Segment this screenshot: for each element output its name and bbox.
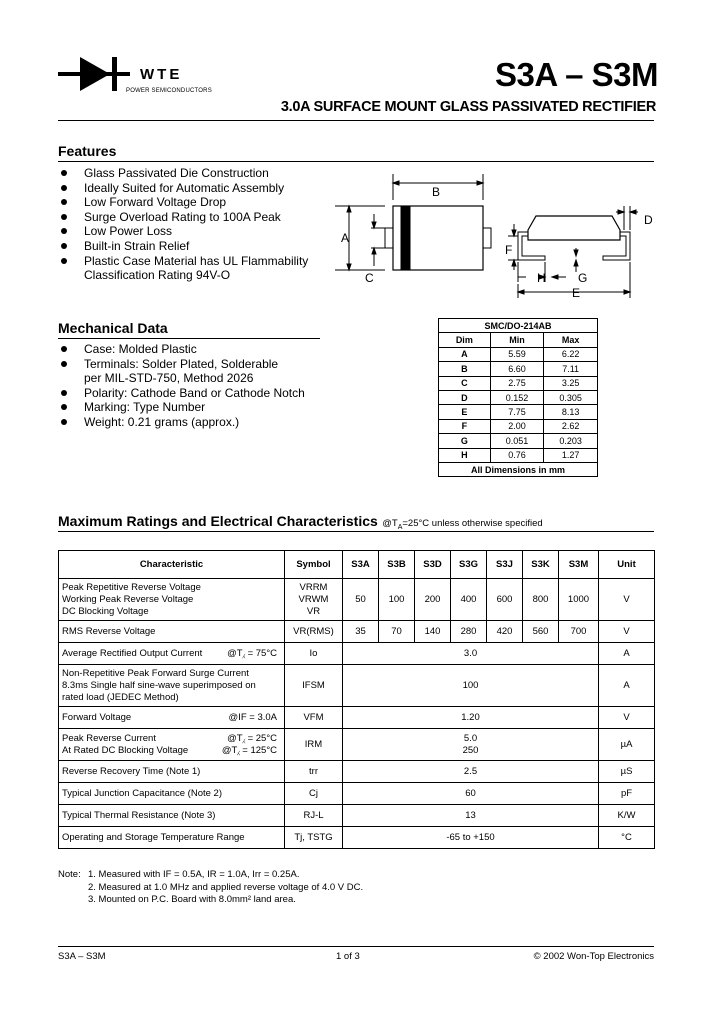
- dimension-table: [438, 318, 598, 477]
- ratings-heading-row: [58, 513, 543, 531]
- max-cell: 1.27: [544, 448, 598, 462]
- sub-title: 3.0A SURFACE MOUNT GLASS PASSIVATED RECTIFIER: [280, 99, 656, 115]
- table-row: [59, 827, 655, 849]
- list-item: Glass Passivated Die Construction: [58, 166, 358, 181]
- dim-cell: E: [439, 405, 491, 419]
- list-item-continuation: per MIL-STD-750, Method 2026: [84, 371, 254, 386]
- list-item: Case: Molded Plastic: [58, 342, 348, 357]
- header-divider: [58, 120, 654, 121]
- unit-cell: pF: [599, 783, 655, 805]
- dim-table-title: SMC/DO-214AB: [439, 319, 598, 333]
- max-cell: 3.25: [544, 376, 598, 390]
- unit-cell: K/W: [599, 805, 655, 827]
- col-header-unit: Unit: [599, 551, 655, 579]
- logo-subtext: POWER SEMICONDUCTORS: [126, 88, 212, 94]
- table-row: [59, 707, 655, 729]
- min-cell: 2.00: [490, 419, 544, 433]
- col-header-s3d: S3D: [415, 551, 451, 579]
- mechanical-list: [58, 342, 348, 430]
- table-row: [439, 347, 598, 361]
- notes-label: Note:: [58, 869, 81, 880]
- list-item: Marking: Type Number: [58, 400, 348, 415]
- value-cell: 280: [451, 621, 487, 643]
- char-cell: RMS Reverse Voltage: [59, 621, 285, 643]
- dim-label-g: G: [578, 271, 588, 285]
- package-outline-diagram: [330, 170, 660, 305]
- char-text: Average Rectified Output Current: [62, 648, 203, 659]
- symbol-cell: IFSM: [285, 665, 343, 707]
- unit-cell: °C: [599, 827, 655, 849]
- value-cell: 2.5: [343, 761, 599, 783]
- ratings-table: [58, 550, 655, 849]
- dim-label-d: D: [644, 213, 653, 227]
- value-cell: -65 to +150: [343, 827, 599, 849]
- char-cell: [59, 707, 285, 729]
- min-cell: 2.75: [490, 376, 544, 390]
- list-item: Plastic Case Material has UL Flammability: [58, 254, 358, 269]
- dim-cell: A: [439, 347, 491, 361]
- value-cell: 13: [343, 805, 599, 827]
- list-item: Low Power Loss: [58, 224, 358, 239]
- footer-divider: [58, 946, 654, 947]
- char-line: Working Peak Reverse Voltage: [62, 593, 194, 605]
- char-line: [62, 745, 281, 757]
- features-divider: [58, 161, 654, 162]
- max-cell: 2.62: [544, 419, 598, 433]
- note-item: 3. Mounted on P.C. Board with 8.0mm² land area.: [88, 894, 296, 905]
- char-line: DC Blocking Voltage: [62, 605, 149, 617]
- col-header-characteristic: Characteristic: [59, 551, 285, 579]
- table-row: [439, 405, 598, 419]
- value-cell: 60: [343, 783, 599, 805]
- note-item: 1. Measured with IF = 0.5A, IR = 1.0A, Irr = 0.25A.: [88, 869, 300, 880]
- unit-cell: V: [599, 579, 655, 621]
- condition-rest: =25°C unless otherwise specified: [402, 518, 543, 529]
- condition-text: @T⁁ = 75°C: [227, 648, 277, 659]
- char-line: 8.3ms Single half sine-wave superimposed on: [62, 679, 256, 691]
- features-list: [58, 166, 358, 283]
- col-header-symbol: Symbol: [285, 551, 343, 579]
- value-cell: 50: [343, 579, 379, 621]
- dim-cell: G: [439, 434, 491, 448]
- table-row: [59, 643, 655, 665]
- diode-logo-icon: [58, 55, 130, 93]
- dim-table-footer: All Dimensions in mm: [439, 462, 598, 476]
- table-row: [439, 419, 598, 433]
- max-cell: 6.22: [544, 347, 598, 361]
- condition-sub: A: [397, 523, 403, 531]
- max-col-header: Max: [544, 333, 598, 347]
- unit-cell: V: [599, 621, 655, 643]
- min-cell: 6.60: [490, 362, 544, 376]
- unit-cell: A: [599, 643, 655, 665]
- table-row: [59, 665, 655, 707]
- symbol-cell: RJ-L: [285, 805, 343, 827]
- ratings-divider: [58, 531, 654, 532]
- value-cell: 1.20: [343, 707, 599, 729]
- char-line: [62, 733, 281, 745]
- list-item: Low Forward Voltage Drop: [58, 195, 358, 210]
- symbol-cell: Cj: [285, 783, 343, 805]
- note-item: 2. Measured at 1.0 MHz and applied reverse voltage of 4.0 V DC.: [88, 881, 364, 893]
- symbol-line: VR: [306, 605, 321, 617]
- dim-label-a: A: [341, 231, 350, 245]
- mechanical-divider: [58, 338, 320, 339]
- value-cell: 140: [415, 621, 451, 643]
- mechanical-heading: Mechanical Data: [58, 320, 168, 336]
- char-text: Forward Voltage: [62, 712, 132, 723]
- char-line: rated load (JEDEC Method): [62, 691, 179, 703]
- char-cell: Reverse Recovery Time (Note 1): [59, 761, 285, 783]
- dim-label-e: E: [572, 286, 581, 300]
- dim-label-h: H: [537, 271, 546, 285]
- dim-label-b: B: [432, 185, 441, 199]
- col-header-s3k: S3K: [523, 551, 559, 579]
- table-row: [439, 448, 598, 462]
- symbol-cell: IRM: [285, 729, 343, 761]
- list-item: Weight: 0.21 grams (approx.): [58, 415, 348, 430]
- footer-left: S3A – S3M: [58, 951, 106, 962]
- features-heading: Features: [58, 143, 117, 159]
- condition-text: @IF = 3.0A: [228, 712, 277, 723]
- min-cell: 7.75: [490, 405, 544, 419]
- value-cell: 100: [379, 579, 415, 621]
- value-cell: 560: [523, 621, 559, 643]
- list-item: Ideally Suited for Automatic Assembly: [58, 181, 358, 196]
- unit-cell: V: [599, 707, 655, 729]
- notes-list: [88, 869, 363, 907]
- table-row: [59, 579, 655, 621]
- table-header-row: [59, 551, 655, 579]
- value-cell: 420: [487, 621, 523, 643]
- list-item: Polarity: Cathode Band or Cathode Notch: [58, 386, 348, 401]
- char-cell: [59, 579, 285, 621]
- char-cell: [59, 665, 285, 707]
- part-title: S3A – S3M: [494, 56, 658, 93]
- symbol-cell: [285, 579, 343, 621]
- condition-text: @T⁁ = 25°C: [227, 732, 277, 744]
- list-item: Surge Overload Rating to 100A Peak: [58, 210, 358, 225]
- value-line: 250: [462, 744, 479, 756]
- value-line: 5.0: [463, 732, 478, 744]
- symbol-cell: Io: [285, 643, 343, 665]
- value-cell: 100: [343, 665, 599, 707]
- symbol-cell: trr: [285, 761, 343, 783]
- unit-cell: µA: [599, 729, 655, 761]
- min-cell: 0.152: [490, 390, 544, 404]
- dim-cell: C: [439, 376, 491, 390]
- min-cell: 5.59: [490, 347, 544, 361]
- max-cell: 0.203: [544, 434, 598, 448]
- max-cell: 8.13: [544, 405, 598, 419]
- value-cell: 800: [523, 579, 559, 621]
- col-header-s3m: S3M: [559, 551, 599, 579]
- footer-page-number: 1 of 3: [336, 951, 360, 962]
- list-item: Built-in Strain Relief: [58, 239, 358, 254]
- value-cell: 70: [379, 621, 415, 643]
- table-row: [439, 362, 598, 376]
- table-row: [59, 761, 655, 783]
- min-col-header: Min: [490, 333, 544, 347]
- col-header-s3a: S3A: [343, 551, 379, 579]
- table-row: [439, 390, 598, 404]
- condition-text: @T⁁ = 125°C: [221, 744, 277, 756]
- table-row: [439, 434, 598, 448]
- char-text: At Rated DC Blocking Voltage: [62, 744, 189, 756]
- dim-cell: F: [439, 419, 491, 433]
- symbol-line: VRWM: [298, 593, 329, 605]
- char-text: Peak Reverse Current: [62, 732, 156, 744]
- list-item: Terminals: Solder Plated, Solderable: [58, 357, 348, 372]
- value-cell: [343, 729, 599, 761]
- value-cell: 200: [415, 579, 451, 621]
- value-cell: 1000: [559, 579, 599, 621]
- dim-cell: B: [439, 362, 491, 376]
- dim-label-c: C: [365, 271, 374, 285]
- min-cell: 0.051: [490, 434, 544, 448]
- table-row: [59, 805, 655, 827]
- table-row: [59, 729, 655, 761]
- ratings-condition: [382, 518, 542, 529]
- max-cell: 0.305: [544, 390, 598, 404]
- condition-prefix: @T: [382, 518, 398, 529]
- max-cell: 7.11: [544, 362, 598, 376]
- logo-text: WTE: [140, 66, 183, 83]
- dim-col-header: Dim: [439, 333, 491, 347]
- table-row: [59, 621, 655, 643]
- char-line: Peak Repetitive Reverse Voltage: [62, 581, 201, 593]
- value-cell: 3.0: [343, 643, 599, 665]
- min-cell: 0.76: [490, 448, 544, 462]
- char-cell: Operating and Storage Temperature Range: [59, 827, 285, 849]
- char-cell: [59, 729, 285, 761]
- footer-copyright: © 2002 Won-Top Electronics: [533, 951, 654, 962]
- ratings-heading: Maximum Ratings and Electrical Characteristics: [58, 513, 378, 529]
- unit-cell: A: [599, 665, 655, 707]
- dim-cell: H: [439, 448, 491, 462]
- value-cell: 35: [343, 621, 379, 643]
- dim-cell: D: [439, 390, 491, 404]
- symbol-cell: Tj, TSTG: [285, 827, 343, 849]
- col-header-s3b: S3B: [379, 551, 415, 579]
- col-header-s3g: S3G: [451, 551, 487, 579]
- dim-label-f: F: [505, 243, 513, 257]
- table-row: [439, 376, 598, 390]
- symbol-cell: VFM: [285, 707, 343, 729]
- char-cell: [59, 643, 285, 665]
- unit-cell: µS: [599, 761, 655, 783]
- value-cell: 600: [487, 579, 523, 621]
- char-cell: Typical Junction Capacitance (Note 2): [59, 783, 285, 805]
- char-cell: Typical Thermal Resistance (Note 3): [59, 805, 285, 827]
- table-row: [59, 783, 655, 805]
- col-header-s3j: S3J: [487, 551, 523, 579]
- symbol-line: VRRM: [299, 581, 328, 593]
- value-cell: 400: [451, 579, 487, 621]
- char-line: Non-Repetitive Peak Forward Surge Current: [62, 667, 249, 679]
- value-cell: 700: [559, 621, 599, 643]
- symbol-cell: VR(RMS): [285, 621, 343, 643]
- list-item-continuation: Classification Rating 94V-O: [84, 268, 231, 283]
